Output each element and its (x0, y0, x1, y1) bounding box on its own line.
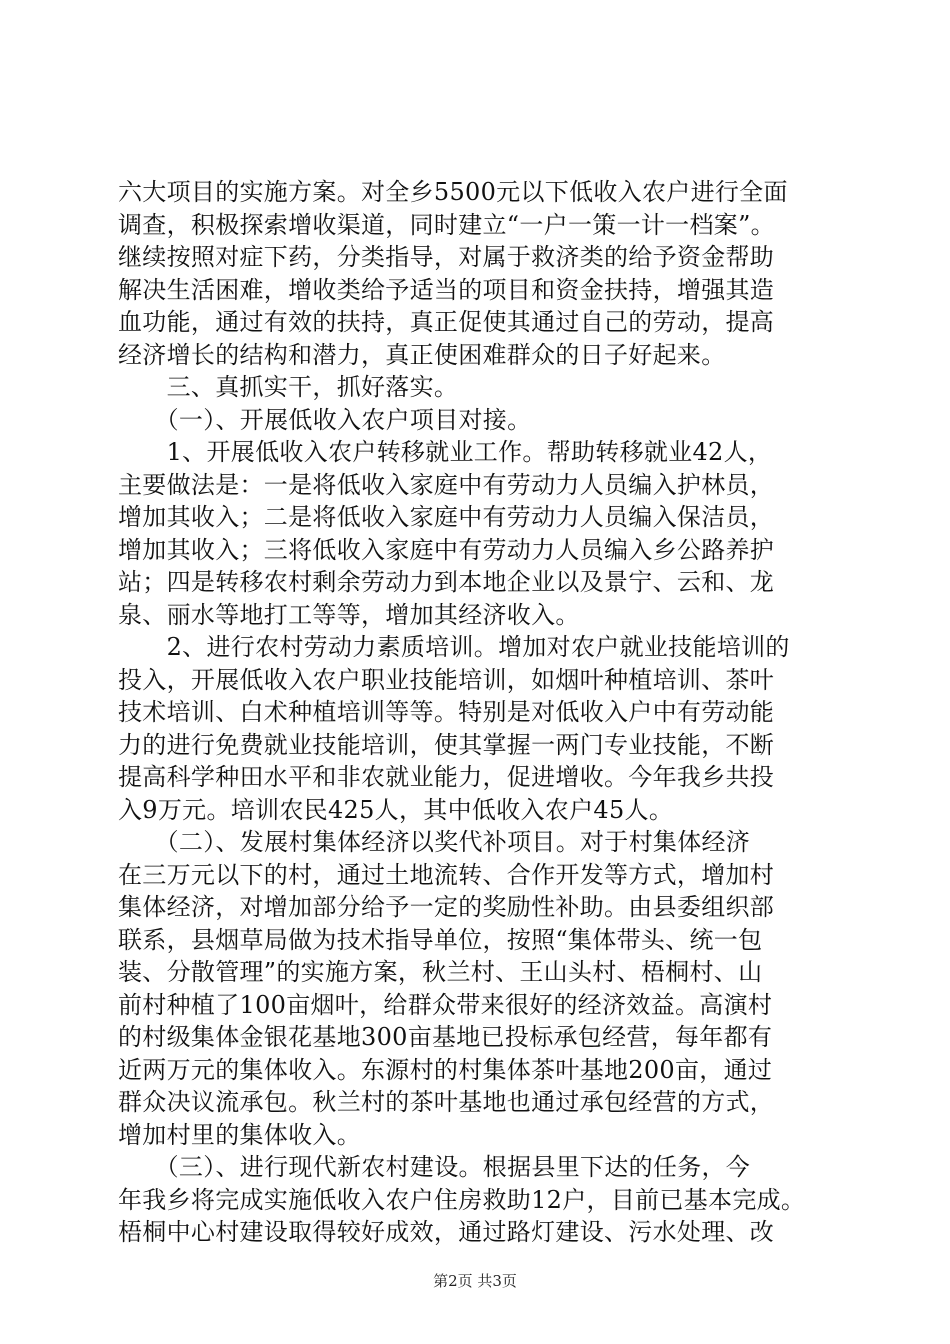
text-line-3: 继续按照对症下药，分类指导，对属于救济类的给予资金帮助 (118, 243, 775, 271)
page-number-footer: 第2页 共3页 (433, 1272, 517, 1290)
text-line-32: 年我乡将完成实施低收入农户住房救助12户，目前已基本完成。 (118, 1185, 806, 1214)
text-line-31: （三）、进行现代新农村建设。根据县里下达的任务，今 (118, 1153, 751, 1181)
text-line-13: 站；四是转移农村剩余劳动力到本地企业以及景宁、云和、龙 (118, 568, 775, 596)
text-line-25: 装、分散管理”的实施方案，秋兰村、王山头村、梧桐村、山 (118, 958, 763, 986)
text-line-19: 提高科学种田水平和非农就业能力，促进增收。今年我乡共投 (118, 763, 775, 791)
text-line-22: 在三万元以下的村，通过土地流转、合作开发等方式，增加村 (118, 860, 775, 889)
text-line-9: 1、开展低收入农户转移就业工作。帮助转移就业42人， (118, 438, 773, 466)
document-body (118, 176, 838, 1249)
text-line-1: 六大项目的实施方案。对全乡5500元以下低收入农户进行全面 (118, 178, 788, 206)
text-line-5: 血功能，通过有效的扶持，真正促使其通过自己的劳动，提高 (118, 308, 775, 336)
text-line-15: 2、进行农村劳动力素质培训。增加对农户就业技能培训的 (118, 633, 790, 661)
text-line-23: 集体经济，对增加部分给予一定的奖励性补助。由县委组织部 (118, 893, 775, 921)
text-line-10: 主要做法是：一是将低收入家庭中有劳动力人员编入护林员， (118, 470, 775, 499)
text-line-16: 投入，开展低收入农户职业技能培训，如烟叶种植培训、茶叶 (118, 665, 775, 694)
text-line-4: 解决生活困难，增收类给予适当的项目和资金扶持，增强其造 (118, 275, 775, 304)
text-line-6: 经济增长的结构和潜力，真正使困难群众的日子好起来。 (118, 340, 726, 369)
text-line-20: 入9万元。培训农民425人，其中低收入农户45人。 (118, 795, 674, 824)
text-line-24: 联系，县烟草局做为技术指导单位，按照“集体带头、统一包 (118, 925, 763, 954)
text-line-11: 增加其收入；二是将低收入家庭中有劳动力人员编入保洁员， (118, 503, 775, 531)
text-line-27: 的村级集体金银花基地300亩基地已投标承包经营，每年都有 (118, 1023, 773, 1051)
text-line-2: 调查，积极探索增收渠道，同时建立“一户一策一计一档案”。 (118, 210, 775, 239)
text-line-30: 增加村里的集体收入。 (118, 1120, 361, 1149)
text-line-18: 力的进行免费就业技能培训，使其掌握一两门专业技能，不断 (118, 730, 775, 759)
section-heading-3: 三、真抓实干，抓好落实。 (118, 373, 459, 401)
text-line-29: 群众决议流承包。秋兰村的茶叶基地也通过承包经营的方式， (118, 1088, 775, 1116)
text-line-14: 泉、丽水等地打工等等，增加其经济收入。 (118, 600, 580, 629)
text-line-33: 梧桐中心村建设取得较好成效，通过路灯建设、污水处理、改 (118, 1218, 775, 1246)
text-line-26: 前村种植了100亩烟叶，给群众带来很好的经济效益。高演村 (118, 990, 773, 1019)
subsection-heading-1: （一）、开展低收入农户项目对接。 (118, 405, 532, 434)
text-line-12: 增加其收入；三将低收入家庭中有劳动力人员编入乡公路养护 (118, 535, 775, 564)
text-line-21: （二）、发展村集体经济以奖代补项目。对于村集体经济 (118, 828, 751, 856)
text-line-28: 近两万元的集体收入。东源村的村集体茶叶基地200亩，通过 (118, 1055, 773, 1084)
text-line-17: 技术培训、白术种植培训等等。特别是对低收入户中有劳动能 (118, 698, 775, 726)
